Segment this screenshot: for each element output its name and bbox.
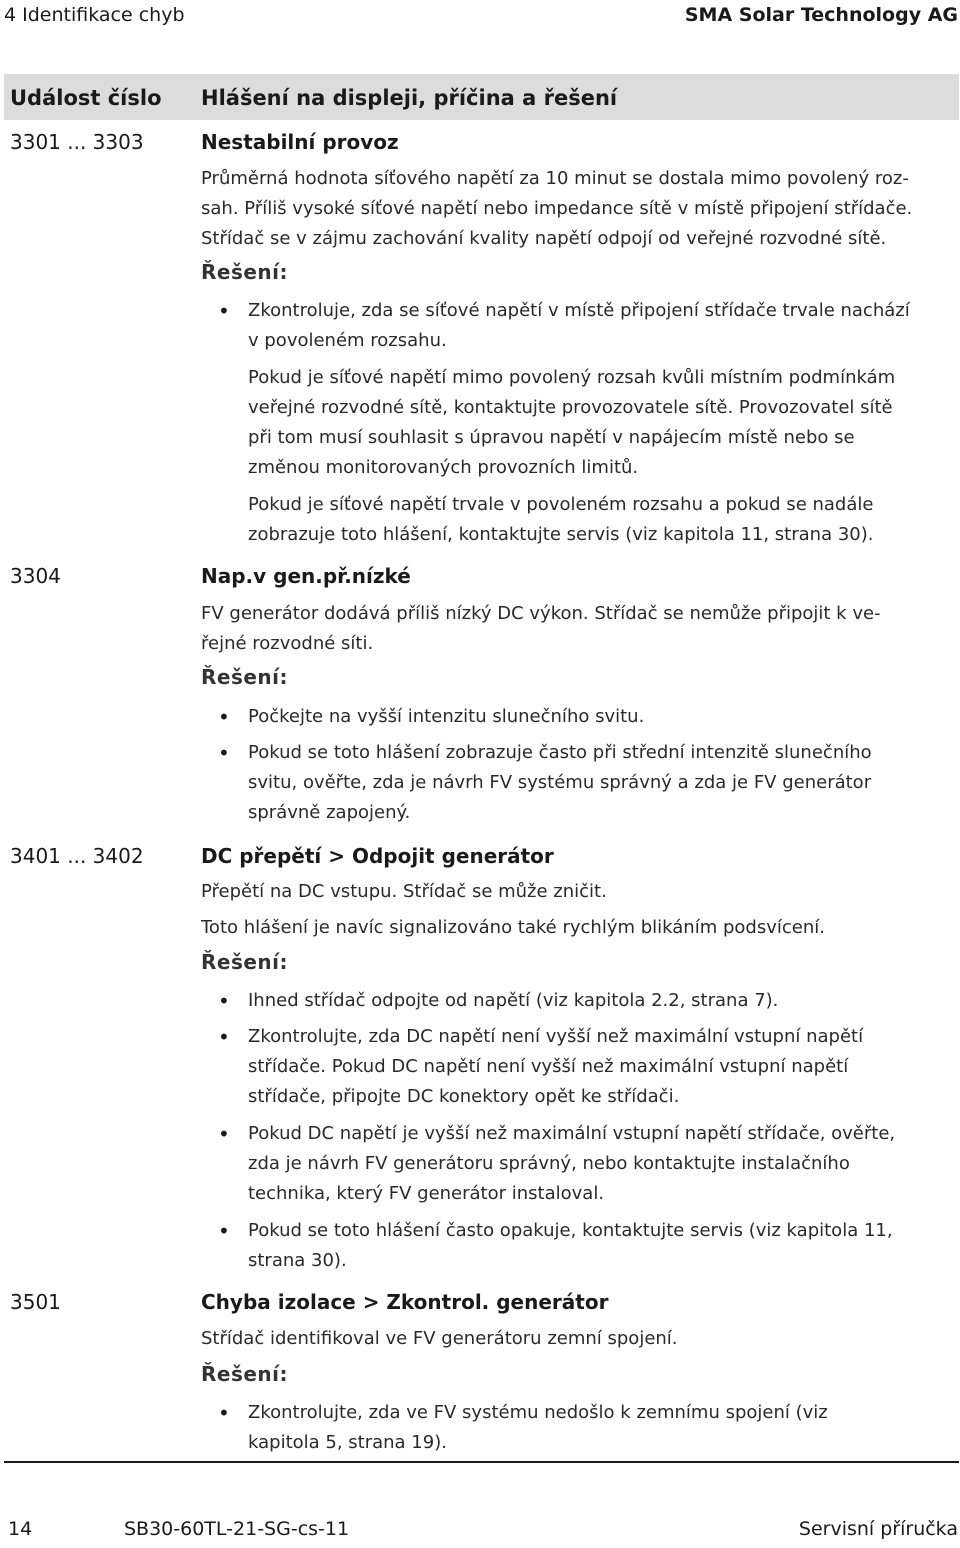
description-line: Střídač se v zájmu zachování kvality napětí odpojí od veřejné rozvodné sítě. — [201, 228, 887, 249]
bullet-point: • — [218, 705, 230, 729]
solution-label: Řešení: — [201, 950, 289, 974]
event-number: 3301 ... 3303 — [10, 130, 144, 154]
bullet-point: • — [218, 1025, 230, 1049]
solution-label: Řešení: — [201, 665, 289, 689]
event-title: Chyba izolace > Zkontrol. generátor — [201, 1290, 609, 1314]
item-line: Pokud se toto hlášení často opakuje, kontaktujte servis (viz kapitola 11, — [248, 1220, 893, 1241]
solution-item — [248, 1119, 948, 1209]
bullet-point: • — [218, 1219, 230, 1243]
event-title: Nestabilní provoz — [201, 130, 399, 154]
item-line: Ihned střídač odpojte od napětí (viz kapitola 2.2, strana 7). — [248, 990, 779, 1011]
bullet-point: • — [218, 741, 230, 765]
page-header — [0, 0, 960, 30]
solution-item — [248, 1216, 948, 1276]
solution-label: Řešení: — [201, 1362, 289, 1386]
column-header-message: Hlášení na displeji, příčina a řešení — [201, 86, 618, 110]
event-number: 3501 — [10, 1290, 61, 1314]
description-line: sah. Příliš vysoké síťové napětí nebo impedance sítě v místě připojení střídače. — [201, 198, 913, 219]
solution-item — [248, 1398, 948, 1458]
event-number: 3304 — [10, 564, 61, 588]
page-footer — [0, 1516, 960, 1546]
note-line: zobrazuje toto hlášení, kontaktujte servis (viz kapitola 11, strana 30). — [248, 524, 874, 545]
description-line: Přepětí na DC vstupu. Střídač se může zničit. — [201, 881, 607, 902]
item-line: svitu, ověřte, zda je návrh FV systému správný a zda je FV generátor — [248, 772, 872, 793]
description-line: Průměrná hodnota síťového napětí za 10 minut se dostala mimo povolený roz- — [201, 168, 909, 189]
company-name: SMA Solar Technology AG — [684, 4, 958, 26]
event-description — [201, 599, 931, 659]
event-number: 3401 ... 3402 — [10, 844, 144, 868]
event-description — [201, 1324, 931, 1354]
solution-item — [248, 1022, 948, 1112]
bullet-point: • — [218, 1401, 230, 1425]
item-line: Pokud DC napětí je vyšší než maximální vstupní napětí střídače, ověřte, — [248, 1123, 896, 1144]
solution-item — [248, 738, 948, 828]
document-title: Servisní příručka — [798, 1518, 958, 1540]
solution-note — [248, 490, 948, 550]
item-line: střídače, připojte DC konektory opět ke střídači. — [248, 1086, 680, 1107]
item-line: Zkontrolujte, zda ve FV systému nedošlo k zemnímu spojení (viz — [248, 1402, 828, 1423]
bullet-point: • — [218, 299, 230, 323]
description-line: FV generátor dodává příliš nízký DC výkon. Střídač se nemůže připojit k ve- — [201, 603, 881, 624]
document-code: SB30-60TL-21-SG-cs-11 — [124, 1518, 350, 1540]
note-line: Pokud je síťové napětí trvale v povoleném rozsahu a pokud se nadále — [248, 494, 874, 515]
item-line: technika, který FV generátor instaloval. — [248, 1183, 605, 1204]
table-header — [4, 74, 959, 120]
item-line: Pokud se toto hlášení zobrazuje často při střední intenzitě slunečního — [248, 742, 872, 763]
event-title: Nap.v gen.př.nízké — [201, 564, 411, 588]
solution-note — [248, 363, 948, 483]
item-line: strana 30). — [248, 1250, 347, 1271]
note-line: při tom musí souhlasit s úpravou napětí v napájecím místě nebo se — [248, 427, 855, 448]
chapter-title: 4 Identifikace chyb — [4, 4, 185, 26]
item-line: střídače. Pokud DC napětí není vyšší než maximální vstupní napětí — [248, 1056, 849, 1077]
item-line: Zkontrolujte, zda DC napětí není vyšší než maximální vstupní napětí — [248, 1026, 864, 1047]
item-line: kapitola 5, strana 19). — [248, 1432, 447, 1453]
description-line: Toto hlášení je navíc signalizováno také rychlým blikáním podsvícení. — [201, 917, 825, 938]
event-description — [201, 877, 931, 907]
item-line: správně zapojený. — [248, 802, 411, 823]
item-line: Počkejte na vyšší intenzitu slunečního svitu. — [248, 706, 645, 727]
item-line: zda je návrh FV generátoru správný, nebo kontaktujte instalačního — [248, 1153, 850, 1174]
bullet-point: • — [218, 989, 230, 1013]
solution-label: Řešení: — [201, 260, 289, 284]
page-number: 14 — [8, 1518, 33, 1540]
solution-item — [248, 702, 948, 732]
column-header-event-number: Událost číslo — [10, 86, 162, 110]
event-description — [201, 913, 931, 943]
event-description — [201, 164, 931, 254]
solution-item — [248, 986, 948, 1016]
description-line: řejné rozvodné síti. — [201, 633, 374, 654]
solution-item — [248, 296, 948, 356]
item-line: v povoleném rozsahu. — [248, 330, 447, 351]
note-line: změnou monitorovaných provozních limitů. — [248, 457, 639, 478]
bullet-point: • — [218, 1122, 230, 1146]
note-line: veřejné rozvodné sítě, kontaktujte provozovatele sítě. Provozovatel sítě — [248, 397, 893, 418]
description-line: Střídač identifikoval ve FV generátoru zemní spojení. — [201, 1328, 678, 1349]
event-title: DC přepětí > Odpojit generátor — [201, 844, 554, 868]
item-line: Zkontroluje, zda se síťové napětí v místě připojení střídače trvale nachází — [248, 300, 910, 321]
note-line: Pokud je síťové napětí mimo povolený rozsah kvůli místním podmínkám — [248, 367, 896, 388]
table-bottom-rule — [4, 1461, 959, 1463]
